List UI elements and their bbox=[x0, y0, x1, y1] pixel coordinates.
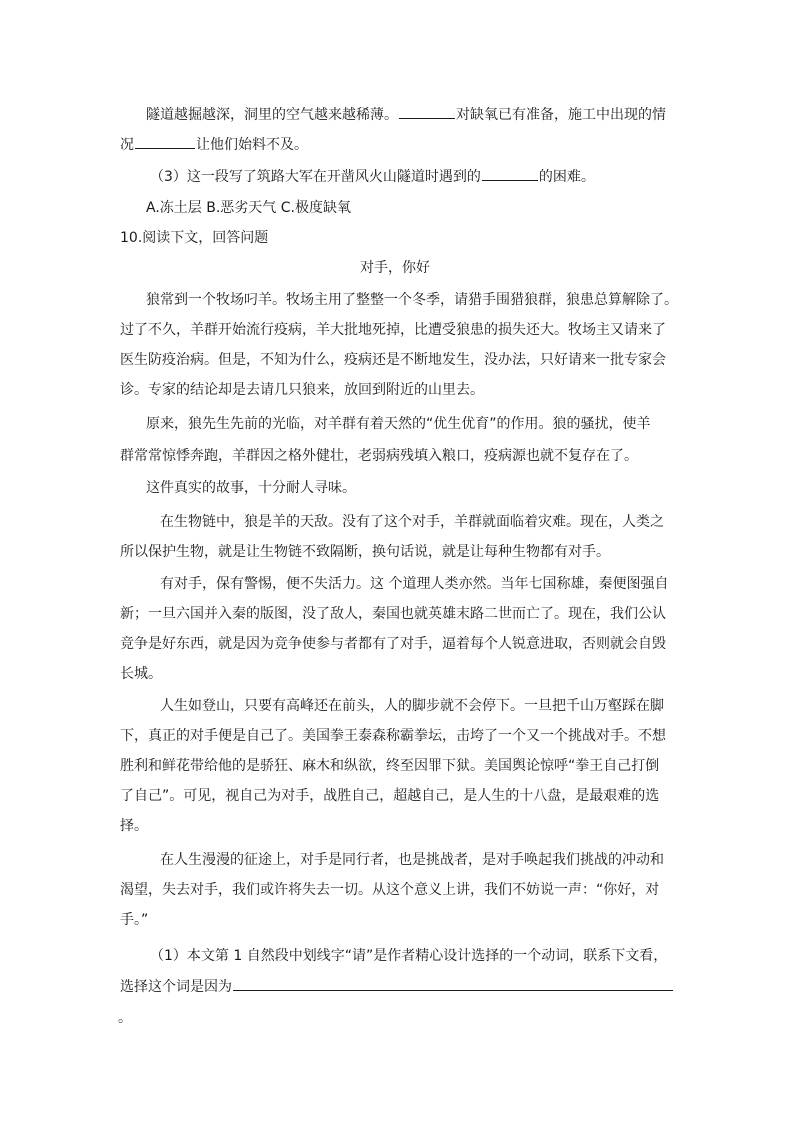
q9-sub3-text: （3）这一段写了筑路大军在开凿风火山隧道时遇到的 bbox=[150, 169, 481, 185]
article-line: 新；一旦六国并入秦的版图，没了敌人，秦国也就英雄末路二世而亡了。现在，我们公认 bbox=[120, 606, 666, 622]
article-line: 胜利和鲜花带给他的是骄狂、麻木和纵欲，终至因罪下狱。美国舆论惊呼“拳王自己打倒 bbox=[120, 758, 660, 774]
article-line: 人生如登山，只要有高峰还在前头，人的脚步就不会停下。一旦把千山万壑踩在脚 bbox=[160, 698, 664, 714]
article-line: 在生物链中，狼是羊的天敌。没有了这个对手，羊群就面临着灾难。现在，人类之 bbox=[160, 514, 664, 530]
article-line: 过了不久，羊群开始流行疫病，羊大批地死掉，比遭受狼患的损失还大。牧场主又请来了 bbox=[120, 322, 666, 338]
q9-blank-2[interactable] bbox=[135, 134, 195, 149]
q9-text-segment: 对缺氧已有准备，施工中出现的情 bbox=[456, 107, 666, 123]
q9-sub3-text: 的困难。 bbox=[538, 169, 595, 185]
article-line: 这件真实的故事，十分耐人寻味。 bbox=[146, 480, 356, 496]
article-title: 对手，你好 bbox=[360, 260, 430, 276]
article-line: 竞争是好东西，就是因为竞争使参与者都有了对手，逼着每个人锐意进取，否则就会自毁 bbox=[120, 636, 666, 652]
q9-paragraph-line-2 bbox=[120, 134, 308, 154]
article-line: 有对手，保有警惕，便不失活力。这 个道理人类亦然。当年七国称雄，秦便图强自 bbox=[160, 576, 669, 592]
q9-blank-1[interactable] bbox=[399, 104, 455, 119]
q10-subquestion-1-answer-line bbox=[120, 976, 674, 996]
article-line: 群常常惊悸奔跑，羊群因之格外健壮，老弱病残填入粮口，疫病源也就不复存在了。 bbox=[120, 448, 638, 464]
q9-paragraph-line-1 bbox=[146, 104, 666, 124]
q9-text-segment: 让他们始料不及。 bbox=[196, 137, 308, 153]
article-line: 长城。 bbox=[120, 666, 162, 682]
article-line: 择。 bbox=[120, 818, 148, 834]
q10-sub1-prompt: 选择这个词是因为 bbox=[120, 979, 232, 995]
q10-sub1-answer-blank[interactable] bbox=[233, 976, 673, 991]
article-line: 了自己”。可见，视自己为对手，战胜自己，超越自己，是人生的十八盘，是最艰难的选 bbox=[120, 788, 660, 804]
q10-subquestion-1: （1）本文第 1 自然段中划线字“请”是作者精心设计选择的一个动词，联系下文看， bbox=[150, 948, 668, 964]
q9-options: A.冻土层 B.恶劣天气 C.极度缺氧 bbox=[146, 200, 351, 216]
article-line: 手。” bbox=[120, 912, 149, 928]
article-line: 所以保护生物，就是让生物链不致隔断，换句话说，就是让每种生物都有对手。 bbox=[120, 544, 610, 560]
article-line: 狼常到一个牧场叼羊。牧场主用了整整一个冬季，请猎手围猎狼群，狼患总算解除了。 bbox=[146, 292, 678, 308]
article-line: 在人生漫漫的征途上，对手是同行者，也是挑战者，是对手唤起我们挑战的冲动和 bbox=[160, 852, 664, 868]
q10-heading: 10.阅读下文，回答问题 bbox=[120, 230, 269, 246]
article-line: 下，真正的对手便是自己了。美国拳王泰森称霸拳坛，击垮了一个又一个挑战对手。不想 bbox=[120, 728, 666, 744]
article-line: 渴望，失去对手，我们或许将失去一切。从这个意义上讲，我们不妨说一声：“你好，对 bbox=[120, 882, 660, 898]
article-line: 原来，狼先生先前的光临，对羊群有着天然的“优生优育”的作用。狼的骚扰，使羊 bbox=[146, 416, 651, 432]
q9-text-segment: 况 bbox=[120, 137, 134, 153]
q10-sub1-end-mark: 。 bbox=[118, 1010, 132, 1026]
q9-sub3-blank[interactable] bbox=[482, 166, 538, 181]
article-line: 诊。专家的结论却是去请几只狼来，放回到附近的山里去。 bbox=[120, 382, 484, 398]
q9-subquestion-3 bbox=[150, 166, 595, 186]
q9-text-segment: 隧道越掘越深，洞里的空气越来越稀薄。 bbox=[146, 107, 398, 123]
article-line: 医生防疫治病。但是，不知为什么，疫病还是不断地发生，没办法，只好请来一批专家会 bbox=[120, 352, 666, 368]
